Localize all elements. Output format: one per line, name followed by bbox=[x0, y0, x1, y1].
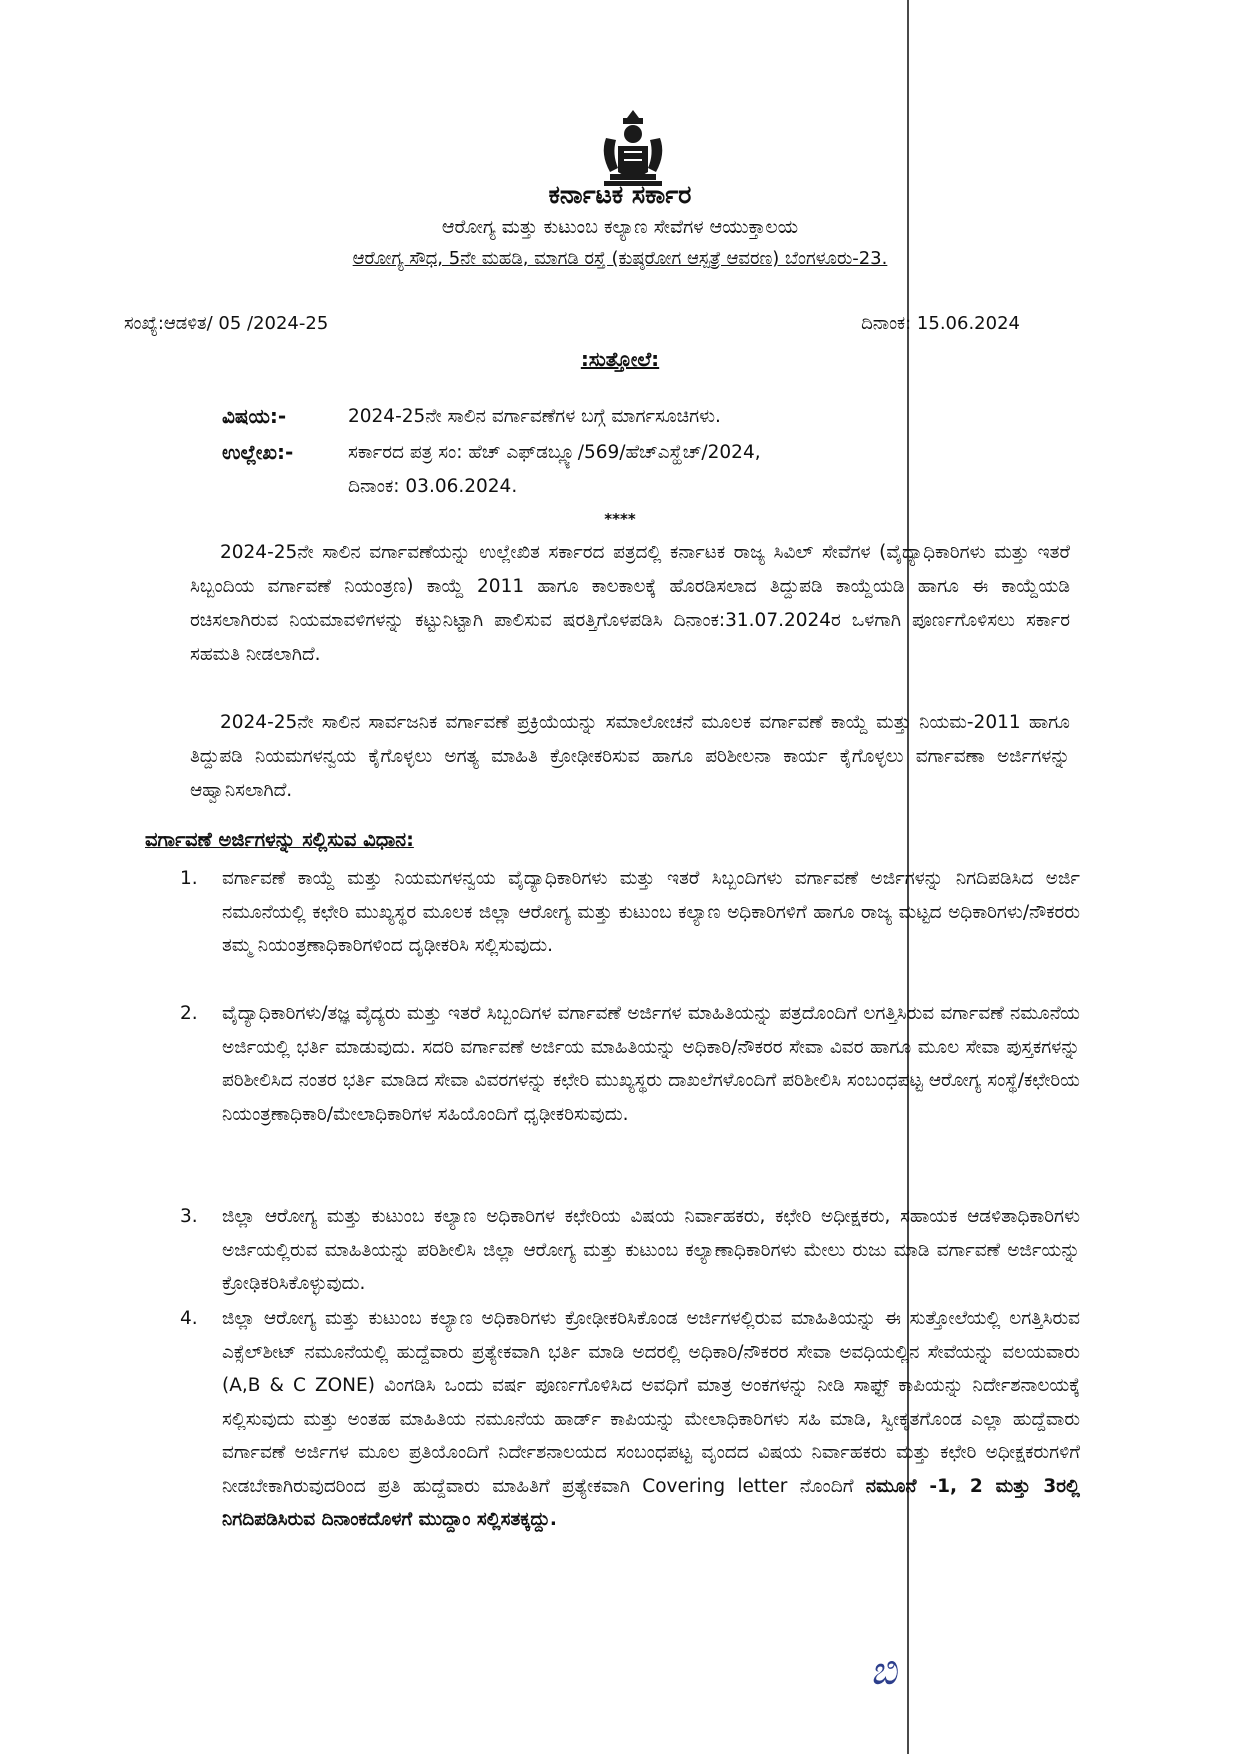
list-item-number: 4. bbox=[180, 1308, 198, 1329]
list-item bbox=[180, 997, 1080, 1131]
government-title: ಕರ್ನಾಟಕ ಸರ್ಕಾರ bbox=[548, 180, 692, 209]
paragraph-1 bbox=[190, 536, 1070, 672]
list-item bbox=[180, 1302, 1080, 1537]
office-address: ಆರೋಗ್ಯ ಸೌಧ, 5ನೇ ಮಹಡಿ, ಮಾಗಡಿ ರಸ್ತೆ (ಕುಷ್ಠರೋಗ ಆಸ್ಪತ್ರೆ ಆವರಣ) ಬೆಂಗಳೂರು-23. bbox=[352, 248, 888, 269]
paragraph-2-text: 2024-25ನೇ ಸಾಲಿನ ಸಾರ್ವಜನಿಕ ವರ್ಗಾವಣೆ ಪ್ರಕ್ರಿಯೆಯನ್ನು ಸಮಾಲೋಚನೆ ಮೂಲಕ ವರ್ಗಾವಣೆ ಕಾಯ್ದೆ ಮತ್ತು ನಿಯಮ-2011 ಹಾಗೂ ತಿದ್ದುಪಡಿ ನಿಯಮಗಳನ್ವಯ ಕೈಗೊಳ್ಳಲು ಅಗತ್ಯ ಮಾಹಿತಿ ಕ್ರೋಢೀಕರಿಸುವ ಹಾಗೂ ಪರಿಶೀಲನಾ ಕಾರ್ಯ ಕೈಗೊಳ್ಳಲು ವರ್ಗಾವಣಾ ಅರ್ಜಿಗಳನ್ನು ಆಹ್ವಾನಿಸಲಾಗಿದೆ. bbox=[190, 712, 1070, 801]
list-item-text: ಜಿಲ್ಲಾ ಆರೋಗ್ಯ ಮತ್ತು ಕುಟುಂಬ ಕಲ್ಯಾಣ ಅಧಿಕಾರಿಗಳ ಕಛೇರಿಯ ವಿಷಯ ನಿರ್ವಾಹಕರು, ಕಛೇರಿ ಅಧೀಕ್ಷಕರು, ಸಹಾಯಕ ಆಡಳಿತಾಧಿಕಾರಿಗಳು ಅರ್ಜಿಯಲ್ಲಿರುವ ಮಾಹಿತಿಯನ್ನು ಪರಿಶೀಲಿಸಿ ಜಿಲ್ಲಾ ಆರೋಗ್ಯ ಮತ್ತು ಕುಟುಂಬ ಕಲ್ಯಾಣಾಧಿಕಾರಿಗಳು ಮೇಲು ರುಜು ಮಾಡಿ ವರ್ಗಾವಣೆ ಅರ್ಜಿಯನ್ನು ಕ್ರೋಢಿಕರಿಸಿಕೊಳ್ಳುವುದು. bbox=[222, 1206, 1080, 1294]
list-item bbox=[180, 862, 1080, 963]
issue-date: ದಿನಾಂಕ: 15.06.2024 bbox=[861, 313, 1020, 334]
reference-line-2: ದಿನಾಂಕ: 03.06.2024. bbox=[348, 476, 518, 497]
handwritten-signature: ಬಿ bbox=[870, 1648, 897, 1694]
paragraph-2 bbox=[190, 706, 1070, 808]
list-item-text bbox=[222, 1302, 1080, 1537]
separator: **** bbox=[604, 510, 636, 528]
subject-text: 2024-25ನೇ ಸಾಲಿನ ವರ್ಗಾವಣೆಗಳ ಬಗ್ಗೆ ಮಾರ್ಗಸೂಚಿಗಳು. bbox=[348, 406, 721, 427]
reference-label: ಉಲ್ಲೇಖ:- bbox=[222, 440, 294, 464]
paragraph-1-text: 2024-25ನೇ ಸಾಲಿನ ವರ್ಗಾವಣೆಯನ್ನು ಉಲ್ಲೇಖಿತ ಸರ್ಕಾರದ ಪತ್ರದಲ್ಲಿ ಕರ್ನಾಟಕ ರಾಜ್ಯ ಸಿವಿಲ್ ಸೇವೆಗಳ (ವೈದ್ಯಾಧಿಕಾರಿಗಳು ಮತ್ತು ಇತರೆ ಸಿಬ್ಬಂದಿಯ ವರ್ಗಾವಣೆ ನಿಯಂತ್ರಣ) ಕಾಯ್ದೆ 2011 ಹಾಗೂ ಕಾಲಕಾಲಕ್ಕೆ ಹೊರಡಿಸಲಾದ ತಿದ್ದುಪಡಿ ಕಾಯ್ದೆಯಡಿ ಹಾಗೂ ಈ ಕಾಯ್ದೆಯಡಿ ರಚಿಸಲಾಗಿರುವ ನಿಯಮಾವಳಿಗಳನ್ನು ಕಟ್ಟುನಿಟ್ಟಾಗಿ ಪಾಲಿಸುವ ಷರತ್ತಿಗೊಳಪಡಿಸಿ ದಿನಾಂಕ:31.07.2024ರ ಒಳಗಾಗಿ ಪೂರ್ಣಗೊಳಿಸಲು ಸರ್ಕಾರ ಸಹಮತಿ ನೀಡಲಾಗಿದೆ. bbox=[190, 542, 1070, 665]
subject-label: ವಿಷಯ:- bbox=[222, 404, 287, 428]
list-item-bold-text: ನಮೂನೆ -1, 2 ಮತ್ತು 3ರಲ್ಲಿ ನಿಗದಿಪಡಿಸಿರುವ ದಿನಾಂಕದೊಳಗೆ ಮುದ್ದಾಂ ಸಲ್ಲಿಸತಕ್ಕದ್ದು. bbox=[222, 1475, 1080, 1530]
reference-number: ಸಂಖ್ಯೆ:ಆಡಳಿತ/ 05 /2024-25 bbox=[124, 313, 329, 334]
list-item-text: ವೈದ್ಯಾಧಿಕಾರಿಗಳು/ತಜ್ಞ ವೈದ್ಯರು ಮತ್ತು ಇತರೆ ಸಿಬ್ಬಂದಿಗಳ ವರ್ಗಾವಣೆ ಅರ್ಜಿಗಳ ಮಾಹಿತಿಯನ್ನು ಪತ್ರದೊಂದಿಗೆ ಲಗತ್ತಿಸಿರುವ ವರ್ಗಾವಣೆ ನಮೂನೆಯ ಅರ್ಜಿಯಲ್ಲಿ ಭರ್ತಿ ಮಾಡುವುದು. ಸದರಿ ವರ್ಗಾವಣೆ ಅರ್ಜಿಯ ಮಾಹಿತಿಯನ್ನು ಅಧಿಕಾರಿ/ನೌಕರರ ಸೇವಾ ವಿವರ ಹಾಗೂ ಮೂಲ ಸೇವಾ ಪುಸ್ತಕಗಳನ್ನು ಪರಿಶೀಲಿಸಿದ ನಂತರ ಭರ್ತಿ ಮಾಡಿದ ಸೇವಾ ವಿವರಗಳನ್ನು ಕಛೇರಿ ಮುಖ್ಯಸ್ಥರು ದಾಖಲೆಗಳೊಂದಿಗೆ ಪರಿಶೀಲಿಸಿ ಸಂಬಂಧಪಟ್ಟ ಆರೋಗ್ಯ ಸಂಸ್ಥೆ/ಕಛೇರಿಯ ನಿಯಂತ್ರಣಾಧಿಕಾರಿ/ಮೇಲಾಧಿಕಾರಿಗಳ ಸಹಿಯೊಂದಿಗೆ ಧೃಢೀಕರಿಸುವುದು. bbox=[222, 1003, 1080, 1125]
list-item-number: 1. bbox=[180, 868, 198, 889]
office-name: ಆರೋಗ್ಯ ಮತ್ತು ಕುಟುಂಬ ಕಲ್ಯಾಣ ಸೇವೆಗಳ ಆಯುಕ್ತಾಲಯ bbox=[441, 216, 799, 238]
list-item bbox=[180, 1200, 1080, 1301]
list-item-body: ಜಿಲ್ಲಾ ಆರೋಗ್ಯ ಮತ್ತು ಕುಟುಂಬ ಕಲ್ಯಾಣ ಅಧಿಕಾರಿಗಳು ಕ್ರೋಢೀಕರಿಸಿಕೊಂಡ ಅರ್ಜಿಗಳಲ್ಲಿರುವ ಮಾಹಿತಿಯನ್ನು ಈ ಸುತ್ತೋಲೆಯಲ್ಲಿ ಲಗತ್ತಿಸಿರುವ ಎಕ್ಸೆಲ್‌ಶೀಟ್ ನಮೂನೆಯಲ್ಲಿ ಹುದ್ದೆವಾರು ಪ್ರತ್ಯೇಕವಾಗಿ ಭರ್ತಿ ಮಾಡಿ ಅದರಲ್ಲಿ ಅಧಿಕಾರಿ/ನೌಕರರ ಸೇವಾ ಅವಧಿಯಲ್ಲಿನ ಸೇವೆಯನ್ನು ವಲಯವಾರು (A,B & C ZONE) ವಿಂಗಡಿಸಿ ಒಂದು ವರ್ಷ ಪೂರ್ಣಗೊಳಿಸಿದ ಅವಧಿಗೆ ಮಾತ್ರ ಅಂಕಗಳನ್ನು ನೀಡಿ ಸಾಫ್ಟ್ ಕಾಪಿಯನ್ನು ನಿರ್ದೇಶನಾಲಯಕ್ಕೆ ಸಲ್ಲಿಸುವುದು ಮತ್ತು ಅಂತಹ ಮಾಹಿತಿಯ ನಮೂನೆಯ ಹಾರ್ಡ್ ಕಾಪಿಯನ್ನು ಮೇಲಾಧಿಕಾರಿಗಳು ಸಹಿ ಮಾಡಿ, ಸ್ವೀಕೃತಗೊಂಡ ಎಲ್ಲಾ ಹುದ್ದೆವಾರು ವರ್ಗಾವಣೆ ಅರ್ಜಿಗಳ ಮೂಲ ಪ್ರತಿಯೊಂದಿಗೆ ನಿರ್ದೇಶನಾಲಯದ ಸಂಬಂಧಪಟ್ಟ ವೃಂದದ ವಿಷಯ ನಿರ್ವಾಹಕರು ಮತ್ತು ಕಛೇರಿ ಅಧೀಕ್ಷಕರುಗಳಿಗೆ ನೀಡಬೇಕಾಗಿರುವುದರಿಂದ ಪ್ರತಿ ಹುದ್ದೆವಾರು ಮಾಹಿತಿಗೆ ಪ್ರತ್ಯೇಕವಾಗಿ Covering letter ನೊಂದಿಗೆ bbox=[222, 1308, 1080, 1497]
list-item-number: 3. bbox=[180, 1206, 198, 1227]
section-heading: ವರ್ಗಾವಣೆ ಅರ್ಜಿಗಳನ್ನು ಸಲ್ಲಿಸುವ ವಿಧಾನ: bbox=[145, 828, 414, 851]
reference-line-1: ಸರ್ಕಾರದ ಪತ್ರ ಸಂ: ಹೆಚ್ ಎಫ್‌ಡಬ್ಲ್ಯೂ/569/ಹೆಚ್ಎಸ್ಹೆಚ್/2024, bbox=[348, 442, 761, 463]
list-item-text: ವರ್ಗಾವಣೆ ಕಾಯ್ದೆ ಮತ್ತು ನಿಯಮಗಳನ್ವಯ ವೈದ್ಯಾಧಿಕಾರಿಗಳು ಮತ್ತು ಇತರೆ ಸಿಬ್ಬಂದಿಗಳು ವರ್ಗಾವಣೆ ಅರ್ಜಿಗಳನ್ನು ನಿಗದಿಪಡಿಸಿದ ಅರ್ಜಿ ನಮೂನೆಯಲ್ಲಿ ಕಛೇರಿ ಮುಖ್ಯಸ್ಥರ ಮೂಲಕ ಜಿಲ್ಲಾ ಆರೋಗ್ಯ ಮತ್ತು ಕುಟುಂಬ ಕಲ್ಯಾಣ ಅಧಿಕಾರಿಗಳಿಗೆ ಹಾಗೂ ರಾಜ್ಯ ಮಟ್ಟದ ಅಧಿಕಾರಿಗಳು/ನೌಕರರು ತಮ್ಮ ನಿಯಂತ್ರಣಾಧಿಕಾರಿಗಳಿಂದ ದೃಢೀಕರಿಸಿ ಸಲ್ಲಿಸುವುದು. bbox=[222, 868, 1080, 956]
state-emblem-icon bbox=[596, 108, 670, 188]
circular-title: :ಸುತ್ತೋಲೆ: bbox=[580, 347, 660, 371]
list-item-number: 2. bbox=[180, 1003, 198, 1024]
